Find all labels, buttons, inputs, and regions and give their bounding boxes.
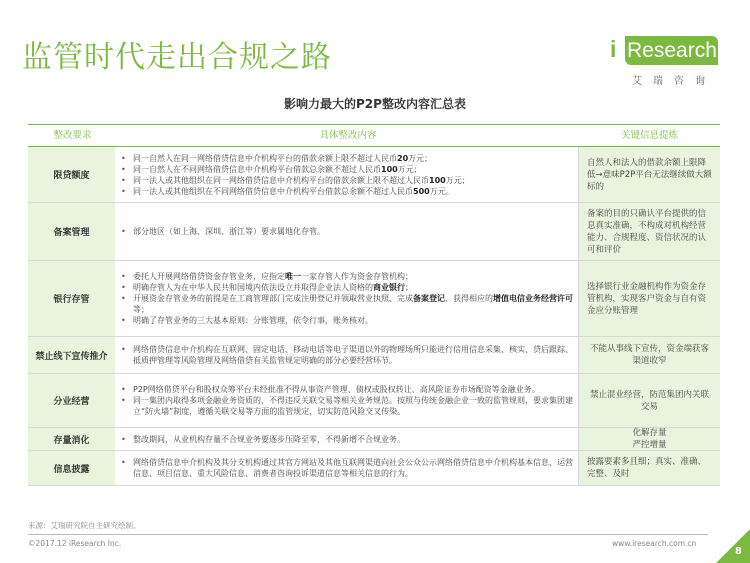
content-item <box>117 282 574 293</box>
iresearch-logo <box>612 34 722 86</box>
content-highlight: 500 <box>413 186 430 196</box>
table-header <box>28 125 720 147</box>
content-item <box>117 175 574 186</box>
content-cell <box>117 374 579 427</box>
content-text: 同一法人或其他组织在不同网络借贷信息中介机构平台借款总余额不超过人民币 <box>133 186 413 196</box>
content-text: 万元。 <box>429 186 454 196</box>
content-highlight: 唯一 <box>285 272 301 281</box>
content-text: 明确了存管业务的三大基本原则：分账管理，依令行事，账务核对。 <box>133 316 373 325</box>
key-info-text: 选择银行业金融机构作为资金存管机构，实现客户资金与自有资金应分账管理 <box>587 281 707 316</box>
key-info-text: 披露要素多且细；真实、准确、完整、及时 <box>587 457 707 479</box>
key-info-text: 备案的目的只确认平台提供的信息真实准确，不构成对机构经营能力、合规程度、资信状况的认可和评价 <box>587 208 707 255</box>
source-note: 来源：艾瑞研究院自主研究绘制。 <box>28 521 141 530</box>
content-item <box>117 293 574 315</box>
page-title: 监管时代走出合规之路 <box>22 40 332 75</box>
content-list <box>117 344 574 366</box>
table-row <box>28 337 720 374</box>
content-text: 一家存管人作为资金存管机构； <box>301 272 413 281</box>
content-text: ； <box>405 283 413 292</box>
requirement-cell: 禁止线下宣传推介 <box>28 337 117 373</box>
content-list <box>117 271 574 326</box>
content-text: 同一集团内取得多项金融业务资质的，不得违反关联交易等相关业务规范。按照与传统金融企业一致的监管规则，要求集团建立“防火墙”制度，遵循关联交易等方面的监管规定，切实防范风险交叉传染。 <box>133 396 573 416</box>
content-item <box>117 186 574 197</box>
content-text: 万元； <box>397 164 422 174</box>
content-highlight: 100 <box>381 164 398 174</box>
content-item <box>117 153 574 164</box>
key-info-text: 化解存量 严控增量 <box>632 428 667 450</box>
content-item <box>117 457 574 479</box>
table-row <box>28 147 720 203</box>
key-info-text: 禁止混业经营，防范集团内关联交易 <box>589 389 709 412</box>
content-list <box>117 153 574 197</box>
content-highlight: 商业银行 <box>373 283 405 292</box>
logo-i-text: i <box>610 36 617 62</box>
content-cell <box>117 337 579 373</box>
key-info-cell <box>579 337 720 373</box>
content-cell <box>117 203 579 260</box>
key-info-cell <box>579 428 720 450</box>
content-text: 等； <box>133 305 149 314</box>
header-content: 具体整改内容 <box>319 130 377 141</box>
website-url: www.iresearch.com.cn <box>612 539 697 548</box>
content-item <box>117 315 574 326</box>
header-requirement: 整改要求 <box>53 130 92 141</box>
logo-research-text: Research <box>625 36 718 65</box>
key-info-cell <box>579 261 720 336</box>
content-text: 万元； <box>445 175 470 185</box>
key-info-cell <box>579 203 720 260</box>
content-list <box>117 384 574 417</box>
content-text: 同一自然人在同一网络借贷信息中介机构平台的借款余额上限不超过人民币 <box>133 153 397 163</box>
content-highlight: 20 <box>397 153 409 163</box>
rectification-table <box>28 124 720 486</box>
requirement-cell: 限贷额度 <box>28 147 117 202</box>
key-info-cell <box>579 147 720 202</box>
content-text: 万元； <box>408 153 433 163</box>
content-item <box>117 344 574 366</box>
requirement-cell: 信息披露 <box>28 451 117 485</box>
content-item <box>117 164 574 175</box>
table-row <box>28 261 720 337</box>
footer-divider <box>28 534 708 535</box>
content-cell <box>117 428 579 450</box>
content-text: 网络借贷信息中介机构及其分支机构通过其官方网站及其他互联网渠道向社会公众公示网络借贷信息中介机构基本信息、运营信息、项目信息、重大风险信息、消费者咨询投诉渠道信息等相关信息的行为。 <box>133 458 573 478</box>
content-text: 整改期间，从业机构存量不合规业务要逐步压降至零，不得新增不合规业务。 <box>133 434 405 444</box>
logo-cn-text: 艾瑞咨询 <box>632 76 716 87</box>
table-row <box>28 203 720 261</box>
content-text: 明确存管人为在中华人民共和国境内依法设立并取得企业法人资格的 <box>133 283 373 292</box>
table-row <box>28 451 720 486</box>
content-cell <box>117 451 579 485</box>
content-item <box>117 434 574 445</box>
content-item <box>117 271 574 282</box>
table-title: 影响力最大的P2P整改内容汇总表 <box>284 97 466 111</box>
content-text: P2P网络借贷平台和股权众筹平台未经批准不得从事资产管理、债权或股权转让、高风险证券市场配资等金融业务。 <box>133 385 540 394</box>
page-number: 8 <box>735 546 742 557</box>
key-info-text: 自然人和法人的借款余额上限降低→意味P2P平台无法继续做大额标的 <box>587 157 712 192</box>
content-text: 委托人开展网络借贷资金存管业务，应指定 <box>133 272 285 281</box>
corner-triangle <box>716 529 750 563</box>
content-item <box>117 226 574 237</box>
requirement-cell: 存量消化 <box>28 428 117 450</box>
content-list <box>117 226 574 237</box>
requirement-cell: 备案管理 <box>28 203 117 260</box>
content-text: 网络借贷信息中介机构在互联网、固定电话、移动电话等电子渠道以外的物理场所只能进行信用信息采集、核实、贷后跟踪、抵质押管理等风险管理及网络借贷有关监管规定明确的部分必要经营环节。 <box>133 345 573 365</box>
table-row <box>28 374 720 428</box>
requirement-cell: 银行存管 <box>28 261 117 336</box>
content-list <box>117 434 574 445</box>
header-key-info: 关键信息提炼 <box>620 130 678 141</box>
content-highlight: 备案登记 <box>413 294 445 303</box>
requirement-cell: 分业经营 <box>28 374 117 427</box>
copyright: ©2017.12 iResearch Inc. <box>28 539 122 548</box>
content-text: 同一法人或其他组织在同一网络借贷信息中介机构平台的借款余额上限不超过人民币 <box>133 175 429 185</box>
key-info-cell <box>579 374 720 427</box>
content-text: 开展资金存管业务的前提是在工商管理部门完成注册登记并领取营业执照、完成 <box>133 294 413 303</box>
content-text: 部分地区（如上海、深圳、浙江等）要求属地化存管。 <box>133 227 325 236</box>
content-cell <box>117 147 579 202</box>
table-row <box>28 428 720 451</box>
key-info-text: 不能从事线下宣传，资金端获客渠道收窄 <box>589 344 709 366</box>
content-highlight: 增值电信业务经营许可 <box>493 294 573 303</box>
content-highlight: 100 <box>429 175 446 185</box>
key-info-cell <box>579 451 720 485</box>
content-text: 、获得相应的 <box>445 294 493 303</box>
content-item <box>117 395 574 417</box>
content-list <box>117 457 574 479</box>
content-text: 同一自然人在不同网络借贷信息中介机构平台借款总余额不超过人民币 <box>133 164 381 174</box>
content-item <box>117 384 574 395</box>
content-cell <box>117 261 579 336</box>
